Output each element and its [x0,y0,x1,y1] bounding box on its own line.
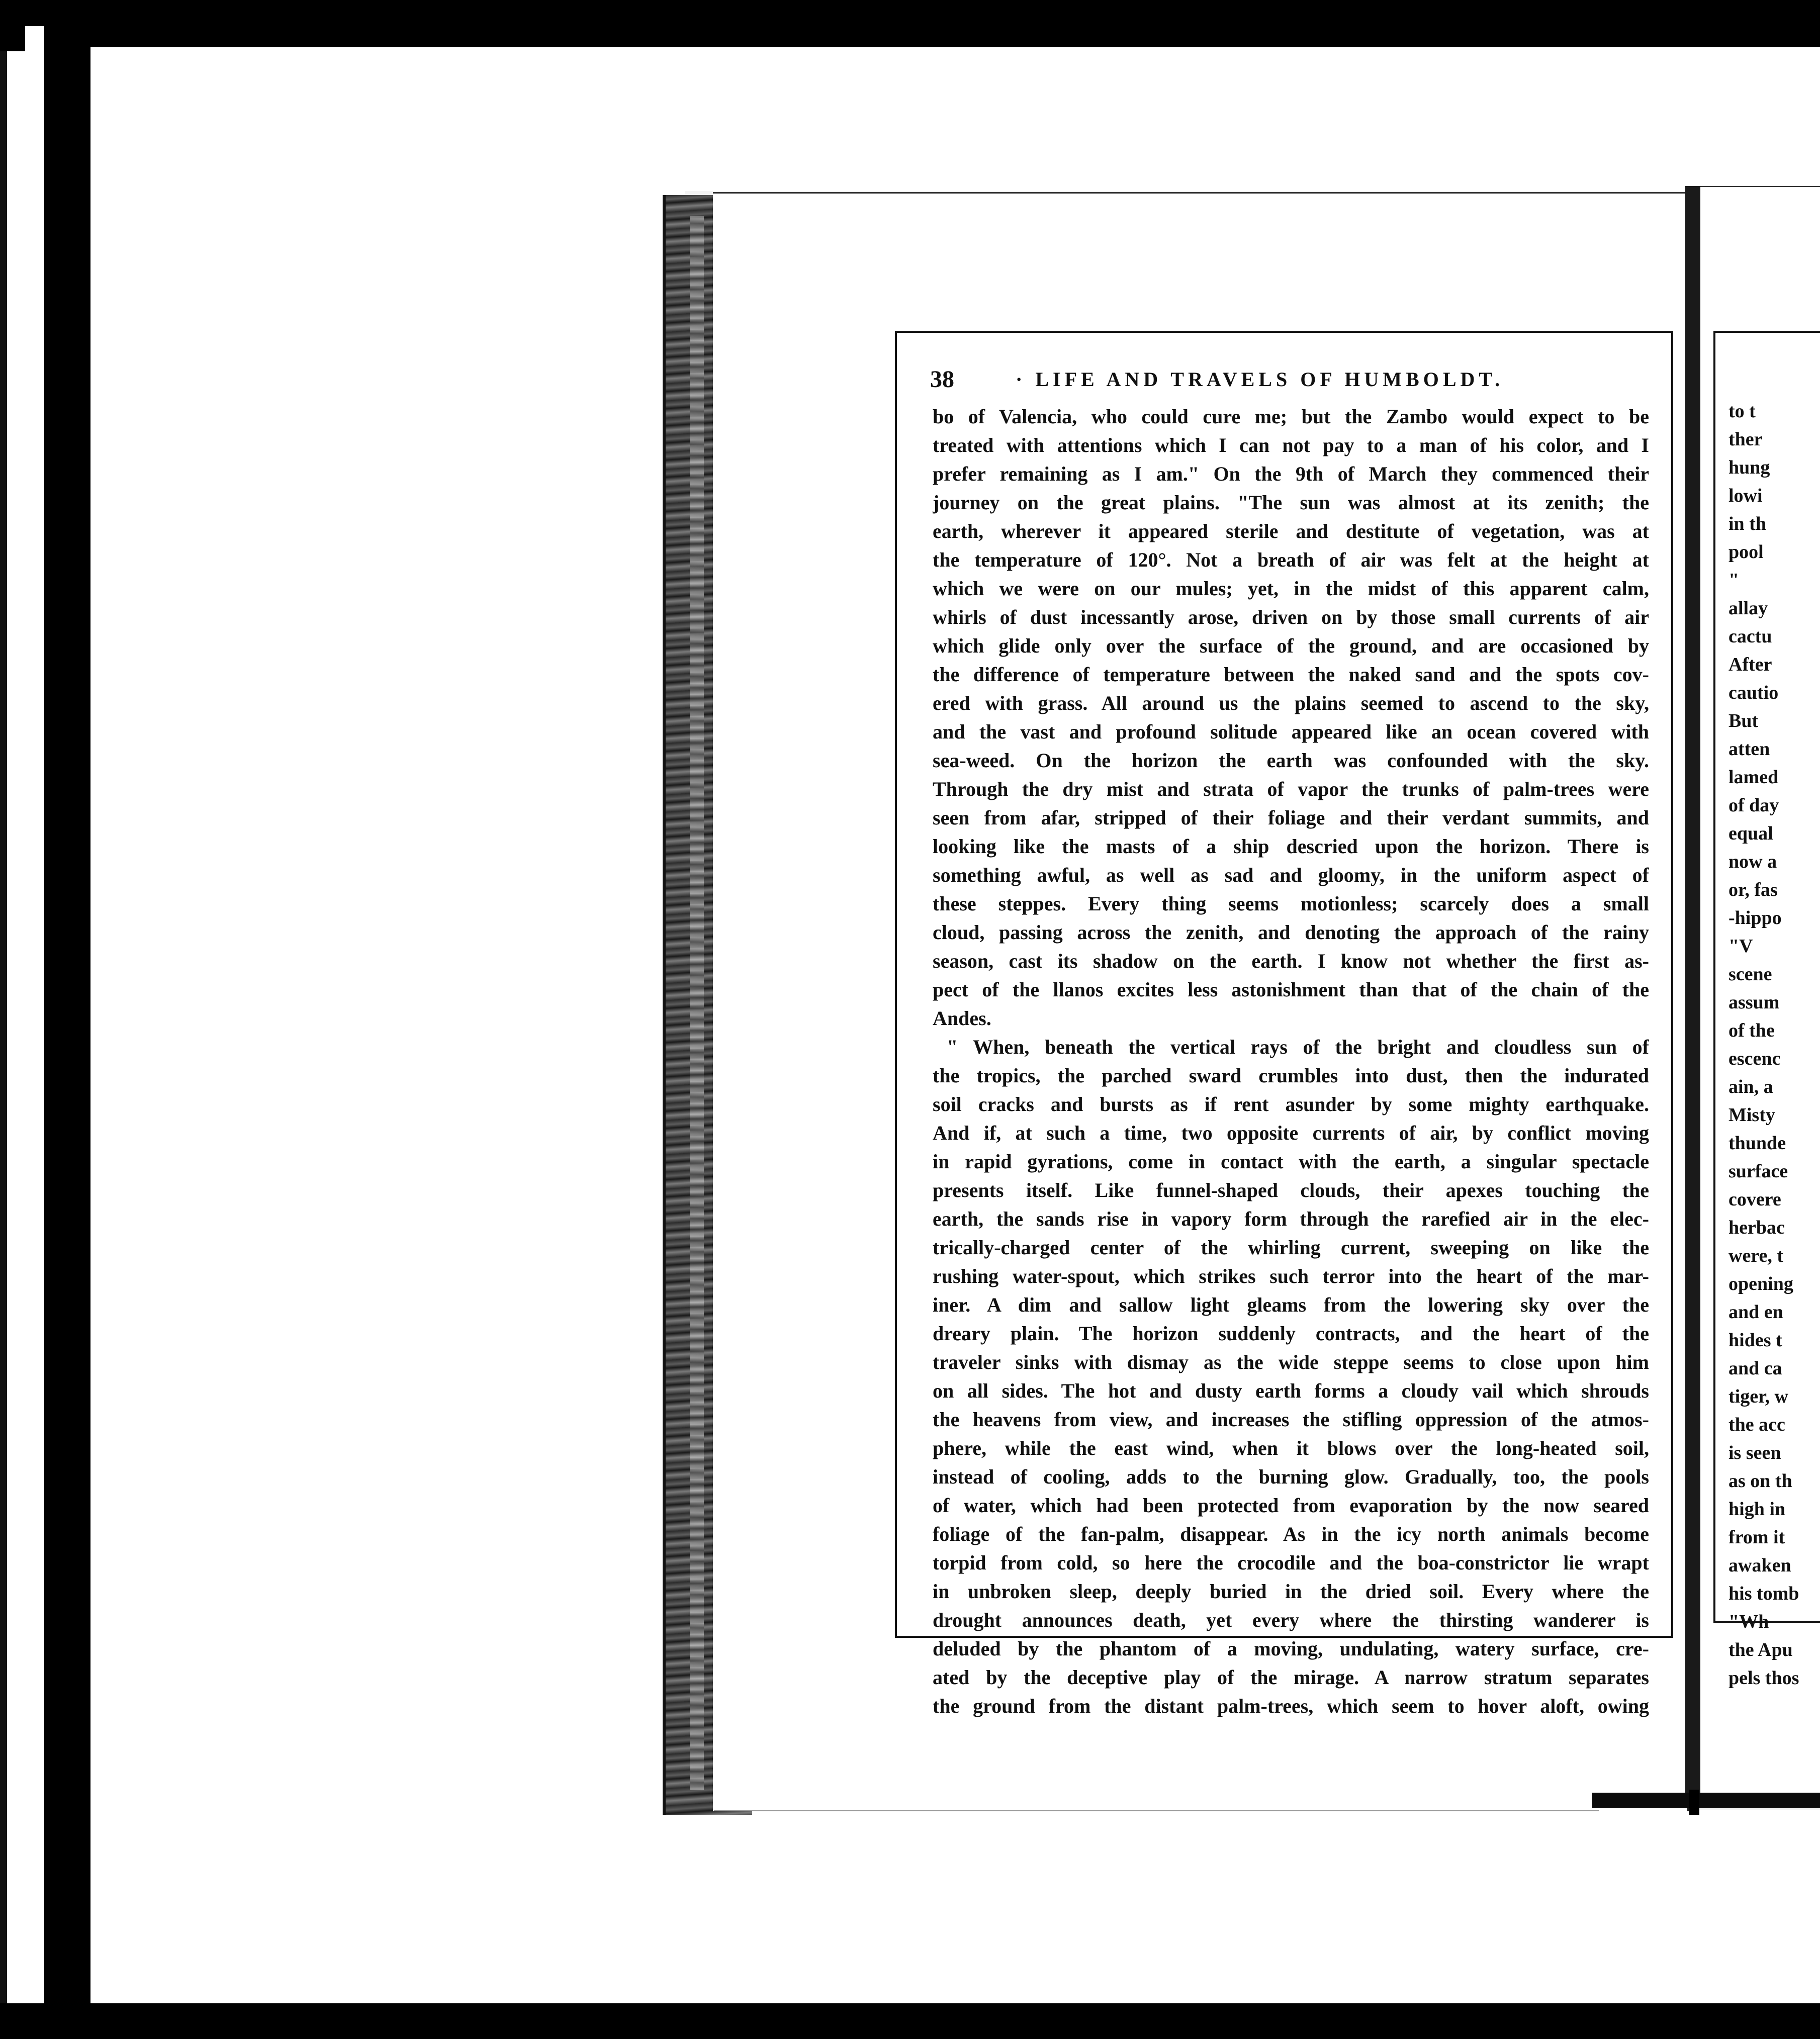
right-page-line: surface [1728,1161,1788,1182]
body-line: drought announces death, yet every where the thirsting wanderer is [933,1609,1649,1631]
body-line: season, cast its shadow on the earth. I know not whether the first as- [933,950,1649,972]
right-page-line: as on th [1728,1470,1792,1492]
body-line: dreary plain. The horizon suddenly contracts, and the heart of the [933,1322,1649,1345]
body-line: these steppes. Every thing seems motionless; scarcely does a small [933,892,1649,915]
body-line: which glide only over the surface of the ground, and are occasioned by [933,634,1649,657]
right-page-line: lowi [1728,485,1763,506]
body-line: bo of Valencia, who could cure me; but the Zambo would expect to be [933,405,1649,428]
body-line: ered with grass. All around us the plains seemed to ascend to the sky, [933,692,1649,714]
right-page-line: high in [1728,1499,1786,1520]
body-line: trically-charged center of the whirling current, sweeping on like the [933,1236,1649,1259]
body-line: Andes. [933,1007,991,1030]
right-page-line: "V [1728,936,1753,957]
right-page-line: Misty [1728,1104,1775,1126]
body-line: presents itself. Like funnel-shaped clouds, their apexes touching the [933,1179,1649,1201]
right-page-line: and ca [1728,1358,1782,1379]
body-line: torpid from cold, so here the crocodile and the boa-constrictor lie wrapt [933,1551,1649,1574]
body-line: " When, beneath the vertical rays of the bright and cloudless sun of [947,1036,1649,1058]
right-page-line: opening [1728,1273,1793,1294]
body-line: soil cracks and bursts as if rent asunder by some mighty earthquake. [933,1093,1649,1116]
body-line: iner. A dim and sallow light gleams from the lowering sky over the [933,1293,1649,1316]
film-frame-corner [0,26,25,51]
right-page-line: thunde [1728,1133,1786,1154]
running-head [930,362,1649,397]
body-line: and the vast and profound solitude appeared like an ocean covered with [933,720,1649,743]
right-page-line: the acc [1728,1414,1785,1435]
body-line: phere, while the east wind, when it blows over the long-heated soil, [933,1437,1649,1459]
right-page-line: covere [1728,1189,1781,1210]
film-frame-top-inner [90,26,1820,47]
body-line: the heavens from view, and increases the stifling oppression of the atmos- [933,1408,1649,1431]
film-frame-bottom [0,2003,1820,2039]
film-frame-left-edge [0,51,7,2003]
body-line: rushing water-spout, which strikes such terror into the heart of the mar- [933,1265,1649,1287]
body-line: prefer remaining as I am." On the 9th of March they commenced their [933,462,1649,485]
body-line: Through the dry mist and strata of vapor the trunks of palm-trees were [933,778,1649,800]
body-line: something awful, as well as sad and gloomy, in the uniform aspect of [933,864,1649,886]
body-line: in unbroken sleep, deeply buried in the dried soil. Every where the [933,1580,1649,1603]
right-page-line: " [1728,570,1740,591]
body-line: in rapid gyrations, come in contact with the earth, a singular spectacle [933,1150,1649,1173]
page-number: 38 [930,366,954,393]
body-line: of water, which had been protected from evaporation by the now seared [933,1494,1649,1517]
body-line: cloud, passing across the zenith, and denoting the approach of the rainy [933,921,1649,944]
right-page-line: ther [1728,429,1763,450]
right-page-line: allay [1728,598,1768,619]
binding-bar [1592,1793,1820,1808]
right-page-line: cautio [1728,682,1779,703]
right-page-line: tiger, w [1728,1386,1788,1407]
body-line: And if, at such a time, two opposite currents of air, by conflict moving [933,1122,1649,1144]
right-page-line: herbac [1728,1217,1785,1238]
right-page-line: awaken [1728,1555,1791,1576]
body-line: deluded by the phantom of a moving, undulating, watery surface, cre- [933,1637,1649,1660]
right-page-line: pool [1728,541,1764,563]
right-page-line: and en [1728,1302,1783,1323]
right-page-line: "Wh [1728,1611,1769,1632]
body-line: which we were on our mules; yet, in the midst of this apparent calm, [933,577,1649,600]
right-page-line: from it [1728,1527,1785,1548]
body-line: earth, the sands rise in vapory form through the rarefied air in the elec- [933,1208,1649,1230]
body-line: on all sides. The hot and dusty earth forms a cloudy vail which shrouds [933,1379,1649,1402]
running-head-title: · LIFE AND TRAVELS OF HUMBOLDT. [1016,368,1504,391]
body-line: ated by the deceptive play of the mirage. A narrow stratum separates [933,1666,1649,1689]
right-page-line: escenc [1728,1048,1781,1069]
body-line: foliage of the fan-palm, disappear. As in the icy north animals become [933,1523,1649,1545]
right-page-line: After [1728,654,1772,675]
body-line: pect of the llanos excites less astonishment than that of the chain of the [933,978,1649,1001]
book-gutter [1685,186,1700,1805]
right-page-line: were, t [1728,1245,1784,1266]
body-line: instead of cooling, adds to the burning glow. Gradually, too, the pools [933,1465,1649,1488]
right-page-line: lamed [1728,767,1779,788]
body-line: treated with attentions which I can not pay to a man of his color, and I [933,434,1649,456]
right-page-line: his tomb [1728,1583,1799,1604]
body-text [933,402,1649,1720]
right-page-line: pels thos [1728,1667,1799,1689]
right-page-line: the Apu [1728,1639,1793,1660]
body-line: looking like the masts of a ship descried upon the horizon. There is [933,835,1649,858]
film-frame-top [0,0,1820,26]
right-page-line: -hippo [1728,907,1782,929]
binding-tab [1689,1790,1699,1815]
body-line: traveler sinks with dismay as the wide steppe seems to close upon him [933,1351,1649,1373]
body-line: the tropics, the parched sward crumbles into dust, then the indurated [933,1064,1649,1087]
right-page-line: assum [1728,992,1780,1013]
right-page-text [1728,397,1820,1692]
right-page-line: to t [1728,401,1756,422]
body-line: the ground from the distant palm-trees, which seem to hover aloft, owing [933,1695,1649,1717]
right-page-line: hides t [1728,1330,1782,1351]
body-line: the temperature of 120°. Not a breath of air was felt at the height at [933,548,1649,571]
right-page-line: or, fas [1728,879,1778,900]
film-frame-left-bar [44,26,90,2017]
right-page-line: atten [1728,738,1770,760]
body-line: seen from afar, stripped of their foliage and their verdant summits, and [933,806,1649,829]
right-page-line: of day [1728,795,1779,816]
body-line: journey on the great plains. "The sun was almost at its zenith; the [933,491,1649,514]
body-line: whirls of dust incessantly arose, driven on by those small currents of air [933,606,1649,628]
right-page-line: now a [1728,851,1777,872]
right-page-line: hung [1728,457,1770,478]
right-page-line: equal [1728,823,1773,844]
right-page-line: But [1728,710,1759,731]
body-line: the difference of temperature between the naked sand and the spots cov- [933,663,1649,686]
right-page-line: scene [1728,964,1772,985]
right-page-line: in th [1728,513,1766,534]
right-page-line: of the [1728,1020,1775,1041]
right-page-line: cactu [1728,626,1772,647]
page-bottom-edge [714,1810,1599,1811]
book-page-edge-texture [690,216,704,1790]
body-line: earth, wherever it appeared sterile and destitute of vegetation, was at [933,520,1649,542]
body-line: sea-weed. On the horizon the earth was confounded with the sky. [933,749,1649,772]
right-page-line: is seen [1728,1442,1781,1463]
right-page-line: ain, a [1728,1076,1773,1097]
